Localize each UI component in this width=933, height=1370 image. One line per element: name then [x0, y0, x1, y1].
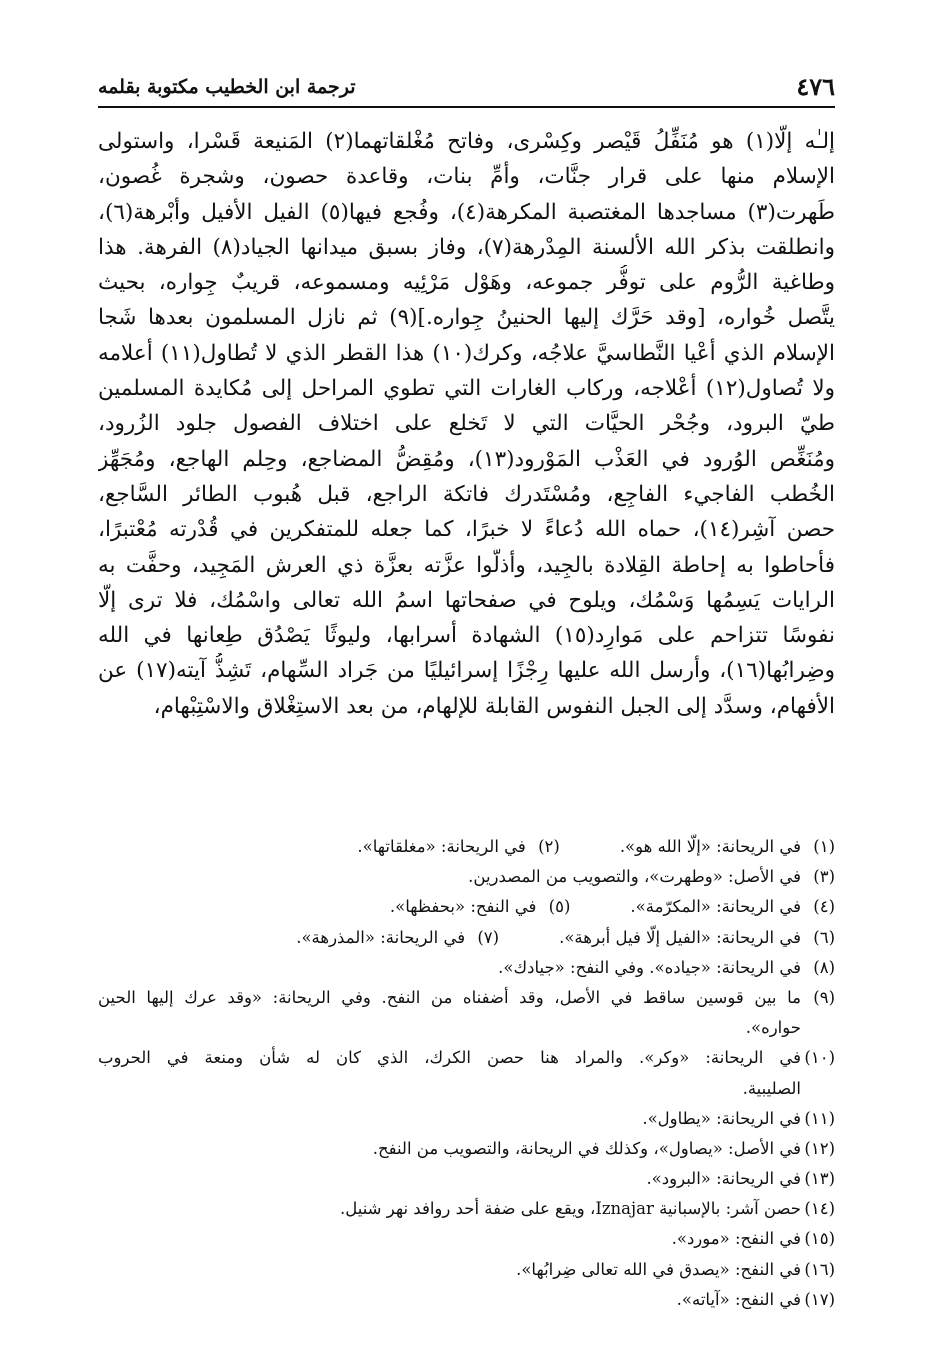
footnote	[390, 892, 570, 922]
footnote-text: في الريحانة: «البرود».	[646, 1169, 801, 1189]
text-line: حصن آشِر(١٤)، حماه الله دُعاءً لا خبرًا، كما جعله للمتفكرين في قُدْرته مُعْتبرًا،	[98, 517, 835, 543]
footnote	[98, 1224, 835, 1254]
footnote-text: في الريحانة: «مغلقاتها».	[357, 837, 526, 856]
footnote-number: (١٧)	[804, 1289, 835, 1309]
running-title: ترجمة ابن الخطيب مكتوبة بقلمه	[98, 76, 356, 98]
footnote-row	[98, 923, 835, 953]
footnote-number: (١)	[813, 837, 835, 856]
footnote-text: في الأصل: «يصاول»، وكذلك في الريحانة، والتصويب من النفح.	[372, 1138, 801, 1158]
text-line: الأفهام، وسدَّد إلى الجبل النفوس القابلة للإلهام، من بعد الاستِغْلاق والاسْتِبْهام،	[153, 693, 835, 719]
footnote-number: (١٦)	[804, 1259, 835, 1279]
footnote	[630, 892, 835, 922]
footnote-text: في الريحانة: «إلّا الله هو».	[619, 837, 801, 856]
footnote-continuation: الصليبية.	[742, 1078, 801, 1098]
text-line: طَهرت(٣) مساجدها المغتصبة المكرهة(٤)، وفُجع فيها(٥) الفيل الأفيل وأبْرهة(٦)،	[98, 199, 835, 225]
footnote-number: (٦)	[813, 927, 835, 947]
text-line: طيّ البرود، وجُحْر الحيَّات التي لا تَخلع على اختلاف الفصول جلود الزُرود،	[98, 411, 835, 437]
footnote-text: في الريحانة: «جياده». وفي النفح: «جيادك».	[498, 957, 801, 977]
footnote-number: (١٤)	[804, 1199, 835, 1219]
footnote-text: في الريحانة: «المكرّمة».	[630, 897, 801, 917]
footnote	[98, 983, 835, 1013]
footnote-number: (١٣)	[804, 1169, 835, 1189]
footnote-number: (١٢)	[804, 1138, 835, 1158]
footnote-text: في النفح: «مورد».	[671, 1229, 801, 1249]
footnote-text: في الريحانة: «يطاول».	[642, 1108, 801, 1128]
text-line: ومُنَغِّص الوُرود في العَذْب المَوْرود(١٣)، ومُقِضُّ المضاجع، وحِلم الهاجع، ومُجَهِّز	[98, 446, 835, 472]
footnote-number: (٤)	[813, 897, 835, 917]
footnote	[98, 1285, 835, 1315]
footnote	[296, 923, 499, 953]
footnote-number: (١٥)	[804, 1229, 835, 1249]
footnote-row	[98, 832, 835, 862]
footnote-text: في الريحانة: «الفيل إلّا فيل أبرهة».	[559, 927, 801, 947]
text-line: الإسلام الذي أعْيا النَّطاسيَّ علاجُه، وكرك(١٠) هذا القطر الذي لا تُطاول(١١) أعلامه	[98, 340, 835, 366]
text-line: إلـٰه إلّا(١) هو مُنَفِّلُ قَيْصر وكِسْرى، وفاتح مُغْلقاتهما(٢) المَنيعة قَسْرا، واستولى	[98, 129, 835, 154]
main-text	[98, 124, 835, 724]
footnote-row	[98, 892, 835, 922]
footnote	[98, 1255, 835, 1285]
footnote	[98, 1194, 835, 1224]
footnote-text: حصن آشر: بالإسبانية Iznajar، ويقع على ضفة أحد روافد نهر شنيل.	[339, 1199, 801, 1219]
footnote	[98, 1104, 835, 1134]
footnote	[559, 923, 835, 953]
footnote-text: في الريحانة: «وكر». والمراد هنا حصن الكرك، الذي كان له شأن ومنعة في الحروب	[98, 1048, 801, 1068]
page-header	[98, 66, 835, 108]
footnote-number: (١١)	[804, 1108, 835, 1128]
page-number: ٤٧٦	[796, 72, 835, 101]
footnote-number: (٥)	[548, 897, 571, 917]
footnote	[98, 953, 835, 983]
text-line: الخُطب الفاجيء الفاجِع، ومُسْتَدرك فاتكة الراجع، قبل هُبوب الطائر السَّاجع،	[98, 481, 835, 507]
footnote-number: (٨)	[813, 957, 835, 977]
footnote-text: في النفح: «يصدق في الله تعالى ضِرابُها».	[516, 1259, 801, 1279]
text-line: وانطلقت بذكر الله الألسنة المِدْرهة(٧)، وفاز بسبق ميدانها الجياد(٨) الفرهة. هذا	[98, 234, 835, 260]
footnote-text: ما بين قوسين ساقط في الأصل، وقد أضفناه من النفح. وفي الريحانة: «وقد عرك إليها الحين	[98, 987, 801, 1007]
text-line: وضِرابُها(١٦)، وأرسل الله عليها رِجْزًا إسرائيليًا من جَراد السِّهام، تَشِذُّ آيته(١٧) عن	[98, 658, 835, 684]
footnote	[98, 1134, 835, 1164]
text-line: فأحاطوا به إحاطة القِلادة بالجِيد، وأذلُّوا عزَّته بعزَّة ذي العرش المَجِيد، وحفَّت به	[98, 552, 835, 578]
text-line: يتَّصل خُواره، [وقد حَرَّك إليها الحنينُ جِواره.](٩) ثم نازل المسلمون بعدها شَجا	[98, 305, 835, 331]
footnote-number: (٩)	[813, 987, 835, 1007]
footnote	[98, 1043, 835, 1073]
footnote-text: في النفح: «بحفظها».	[389, 897, 537, 917]
footnote-number: (٧)	[477, 927, 500, 947]
text-line: الرايات يَسِمُها وَسْمُك، ويلوح في صفحاتها اسمُ الله تعالى واسْمُك، فلا ترى إلَّا	[98, 587, 835, 613]
text-line: وطاغية الرُّوم على توفُّر جموعه، وهَوْل مَرْئِيه ومسموعه، قريبٌ جِواره، بحيث	[98, 270, 835, 296]
footnote-text: في الريحانة: «المذرهة».	[296, 927, 466, 947]
footnote-number: (٣)	[813, 867, 835, 887]
text-line: ولا تُصاول(١٢) أعْلاجه، وركاب الغارات التي تطوي المراحل إلى مُكايدة المسلمين	[98, 376, 835, 402]
footnotes	[98, 832, 835, 1315]
footnote-number: (٢)	[538, 837, 560, 856]
footnote-continuation: حواره».	[745, 1018, 801, 1038]
footnote-number: (١٠)	[804, 1048, 835, 1068]
text-line: الإسلام منها على قرار جنَّات، وأمِّ بنات، وقاعدة حصون، وشجرة غُصون،	[98, 164, 835, 190]
footnote-text: في الأصل: «وطهرت»، والتصويب من المصدرين.	[468, 867, 801, 887]
footnote	[620, 832, 835, 862]
footnote	[98, 1164, 835, 1194]
footnote	[357, 832, 559, 862]
footnote	[98, 862, 835, 892]
footnote-text: في النفح: «آياته».	[676, 1289, 801, 1309]
text-line: نفوسًا تتزاحم على مَوارِد(١٥) الشهادة أسرابها، وليوثًا يَصْدُق طِعانها في الله	[98, 623, 835, 649]
